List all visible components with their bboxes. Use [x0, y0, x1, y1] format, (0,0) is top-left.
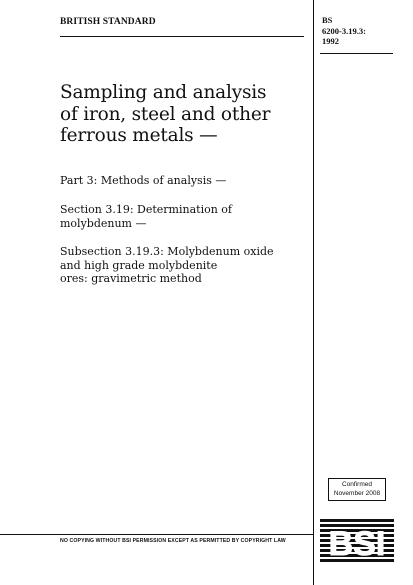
vertical-divider: [313, 0, 314, 585]
bsi-logo-letters: BSI: [328, 525, 386, 563]
standard-number: [322, 15, 402, 47]
section-line: molybdenum —: [60, 216, 147, 230]
standard-number-line: 1992: [322, 36, 339, 46]
subsection-heading: [60, 245, 310, 286]
title-line: Sampling and analysis: [60, 82, 267, 103]
copyright-notice: NO COPYING WITHOUT BSI PERMISSION EXCEPT AS PERMITTED BY COPYRIGHT LAW: [60, 538, 286, 544]
standard-number-divider: [320, 53, 393, 54]
confirmed-date: November 2008: [333, 490, 381, 497]
standard-number-line: 6200-3.19.3:: [322, 25, 366, 36]
title-line: ferrous metals —: [60, 125, 218, 146]
title-line: of iron, steel and other: [60, 103, 271, 125]
standard-number-line: BS: [322, 15, 333, 25]
part-heading: Part 3: Methods of analysis —: [60, 174, 227, 187]
footer-divider: [0, 534, 313, 535]
bsi-logo: [320, 519, 394, 563]
section-line: Section 3.19: Determination of: [60, 203, 232, 216]
subsection-line: Subsection 3.19.3: Molybdenum oxide: [60, 245, 274, 258]
confirmed-label: Confirmed: [342, 481, 372, 488]
header-divider: [60, 36, 304, 37]
confirmed-stamp: [328, 478, 386, 501]
subsection-line: ores: gravimetric method: [60, 272, 202, 285]
document-title: [60, 82, 310, 147]
publisher-label: BRITISH STANDARD: [60, 17, 156, 27]
subsection-line: and high grade molybdenite: [60, 258, 218, 272]
section-heading: [60, 203, 310, 230]
